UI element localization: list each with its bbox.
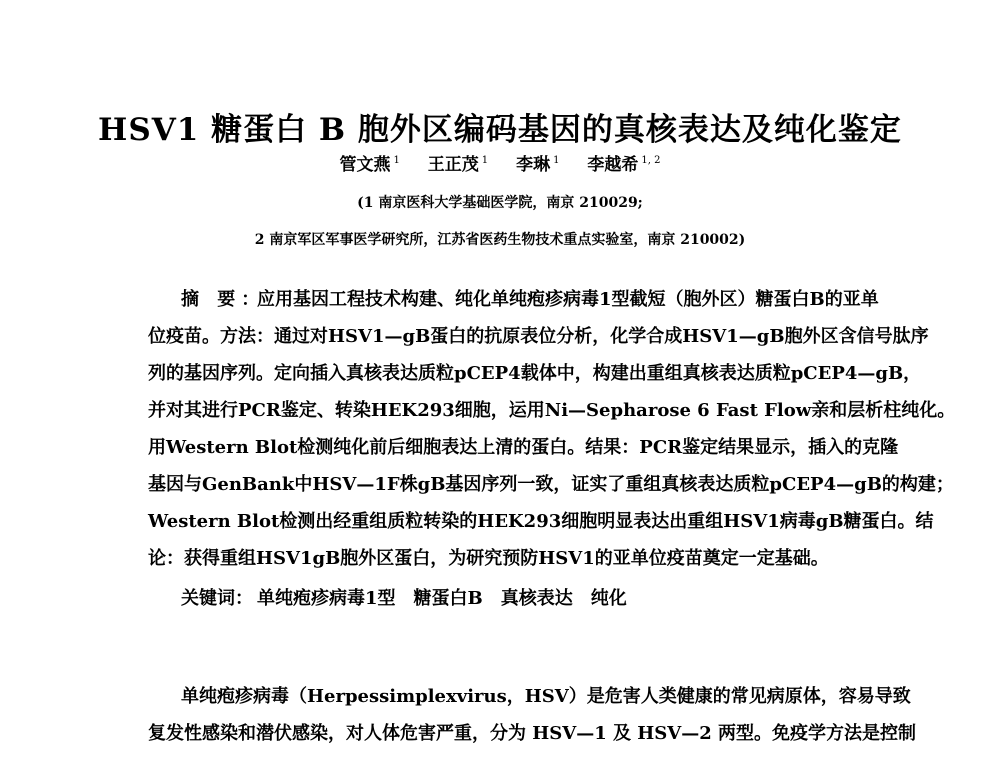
author <box>340 155 400 175</box>
abstract-text: 论：获得重组HSV1gB胞外区蛋白，为研究预防HSV1的亚单位疫苗奠定一定基础。 <box>148 548 829 569</box>
abstract-text: 用Western Blot检测纯化前后细胞表达上清的蛋白。结果：PCR鉴定结果显示，插入的克隆 <box>148 437 899 458</box>
author-name: 王正茂 <box>427 155 479 175</box>
author-affiliation-mark: 1 <box>393 155 400 167</box>
abstract-label: 摘 要： <box>181 289 266 310</box>
author-list <box>0 150 1000 175</box>
abstract-text: 应用基因工程技术构建、纯化单纯疱疹病毒1型截短（胞外区）糖蛋白B的亚单 <box>257 289 879 310</box>
keywords-text: 单纯疱疹病毒1型 糖蛋白B 真核表达 纯化 <box>257 588 627 609</box>
keywords-label: 关键词： <box>181 588 253 609</box>
affiliation-line-1: (1 南京医科大学基础医学院，南京 210029; <box>357 195 643 211</box>
author <box>516 155 559 175</box>
author <box>587 155 660 175</box>
body-text: 单纯疱疹病毒（Herpessimplexvirus，HSV）是危害人类健康的常见病原体，容易导致 <box>181 686 911 707</box>
author <box>428 155 488 175</box>
abstract-text: 并对其进行PCR鉴定、转染HEK293细胞，运用Ni—Sepharose 6 Fast Flow亲和层析柱纯化。 <box>148 400 956 421</box>
abstract-text: 列的基因序列。定向插入真核表达质粒pCEP4载体中，构建出重组真核表达质粒pCEP4—gB， <box>148 363 922 384</box>
author-name: 李越希 <box>587 155 639 175</box>
paper-title: HSV1 糖蛋白 B 胞外区编码基因的真核表达及纯化鉴定 <box>98 112 902 148</box>
abstract-text: 基因与GenBank中HSV—1F株gB基因序列一致，证实了重组真核表达质粒pCEP4—gB的构建； <box>148 474 954 495</box>
author-affiliation-mark: 1 <box>481 155 489 167</box>
author-affiliation-mark: 1, 2 <box>641 155 661 167</box>
abstract-text: 位疫苗。方法：通过对HSV1—gB蛋白的抗原表位分析，化学合成HSV1—gB胞外区含信号肽序 <box>148 326 929 347</box>
abstract-text: Western Blot检测出经重组质粒转染的HEK293细胞明显表达出重组HSV1病毒gB糖蛋白。结 <box>148 511 934 532</box>
body-text: 复发性感染和潜伏感染，对人体危害严重，分为 HSV—1 及 HSV—2 两型。免疫学方法是控制 <box>148 723 917 744</box>
author-name: 李琳 <box>516 155 551 175</box>
author-name: 管文燕 <box>339 155 391 175</box>
affiliation-line-2: 2 南京军区军事医学研究所，江苏省医药生物技术重点实验室，南京 210002) <box>254 232 746 248</box>
author-affiliation-mark: 1 <box>553 155 560 167</box>
